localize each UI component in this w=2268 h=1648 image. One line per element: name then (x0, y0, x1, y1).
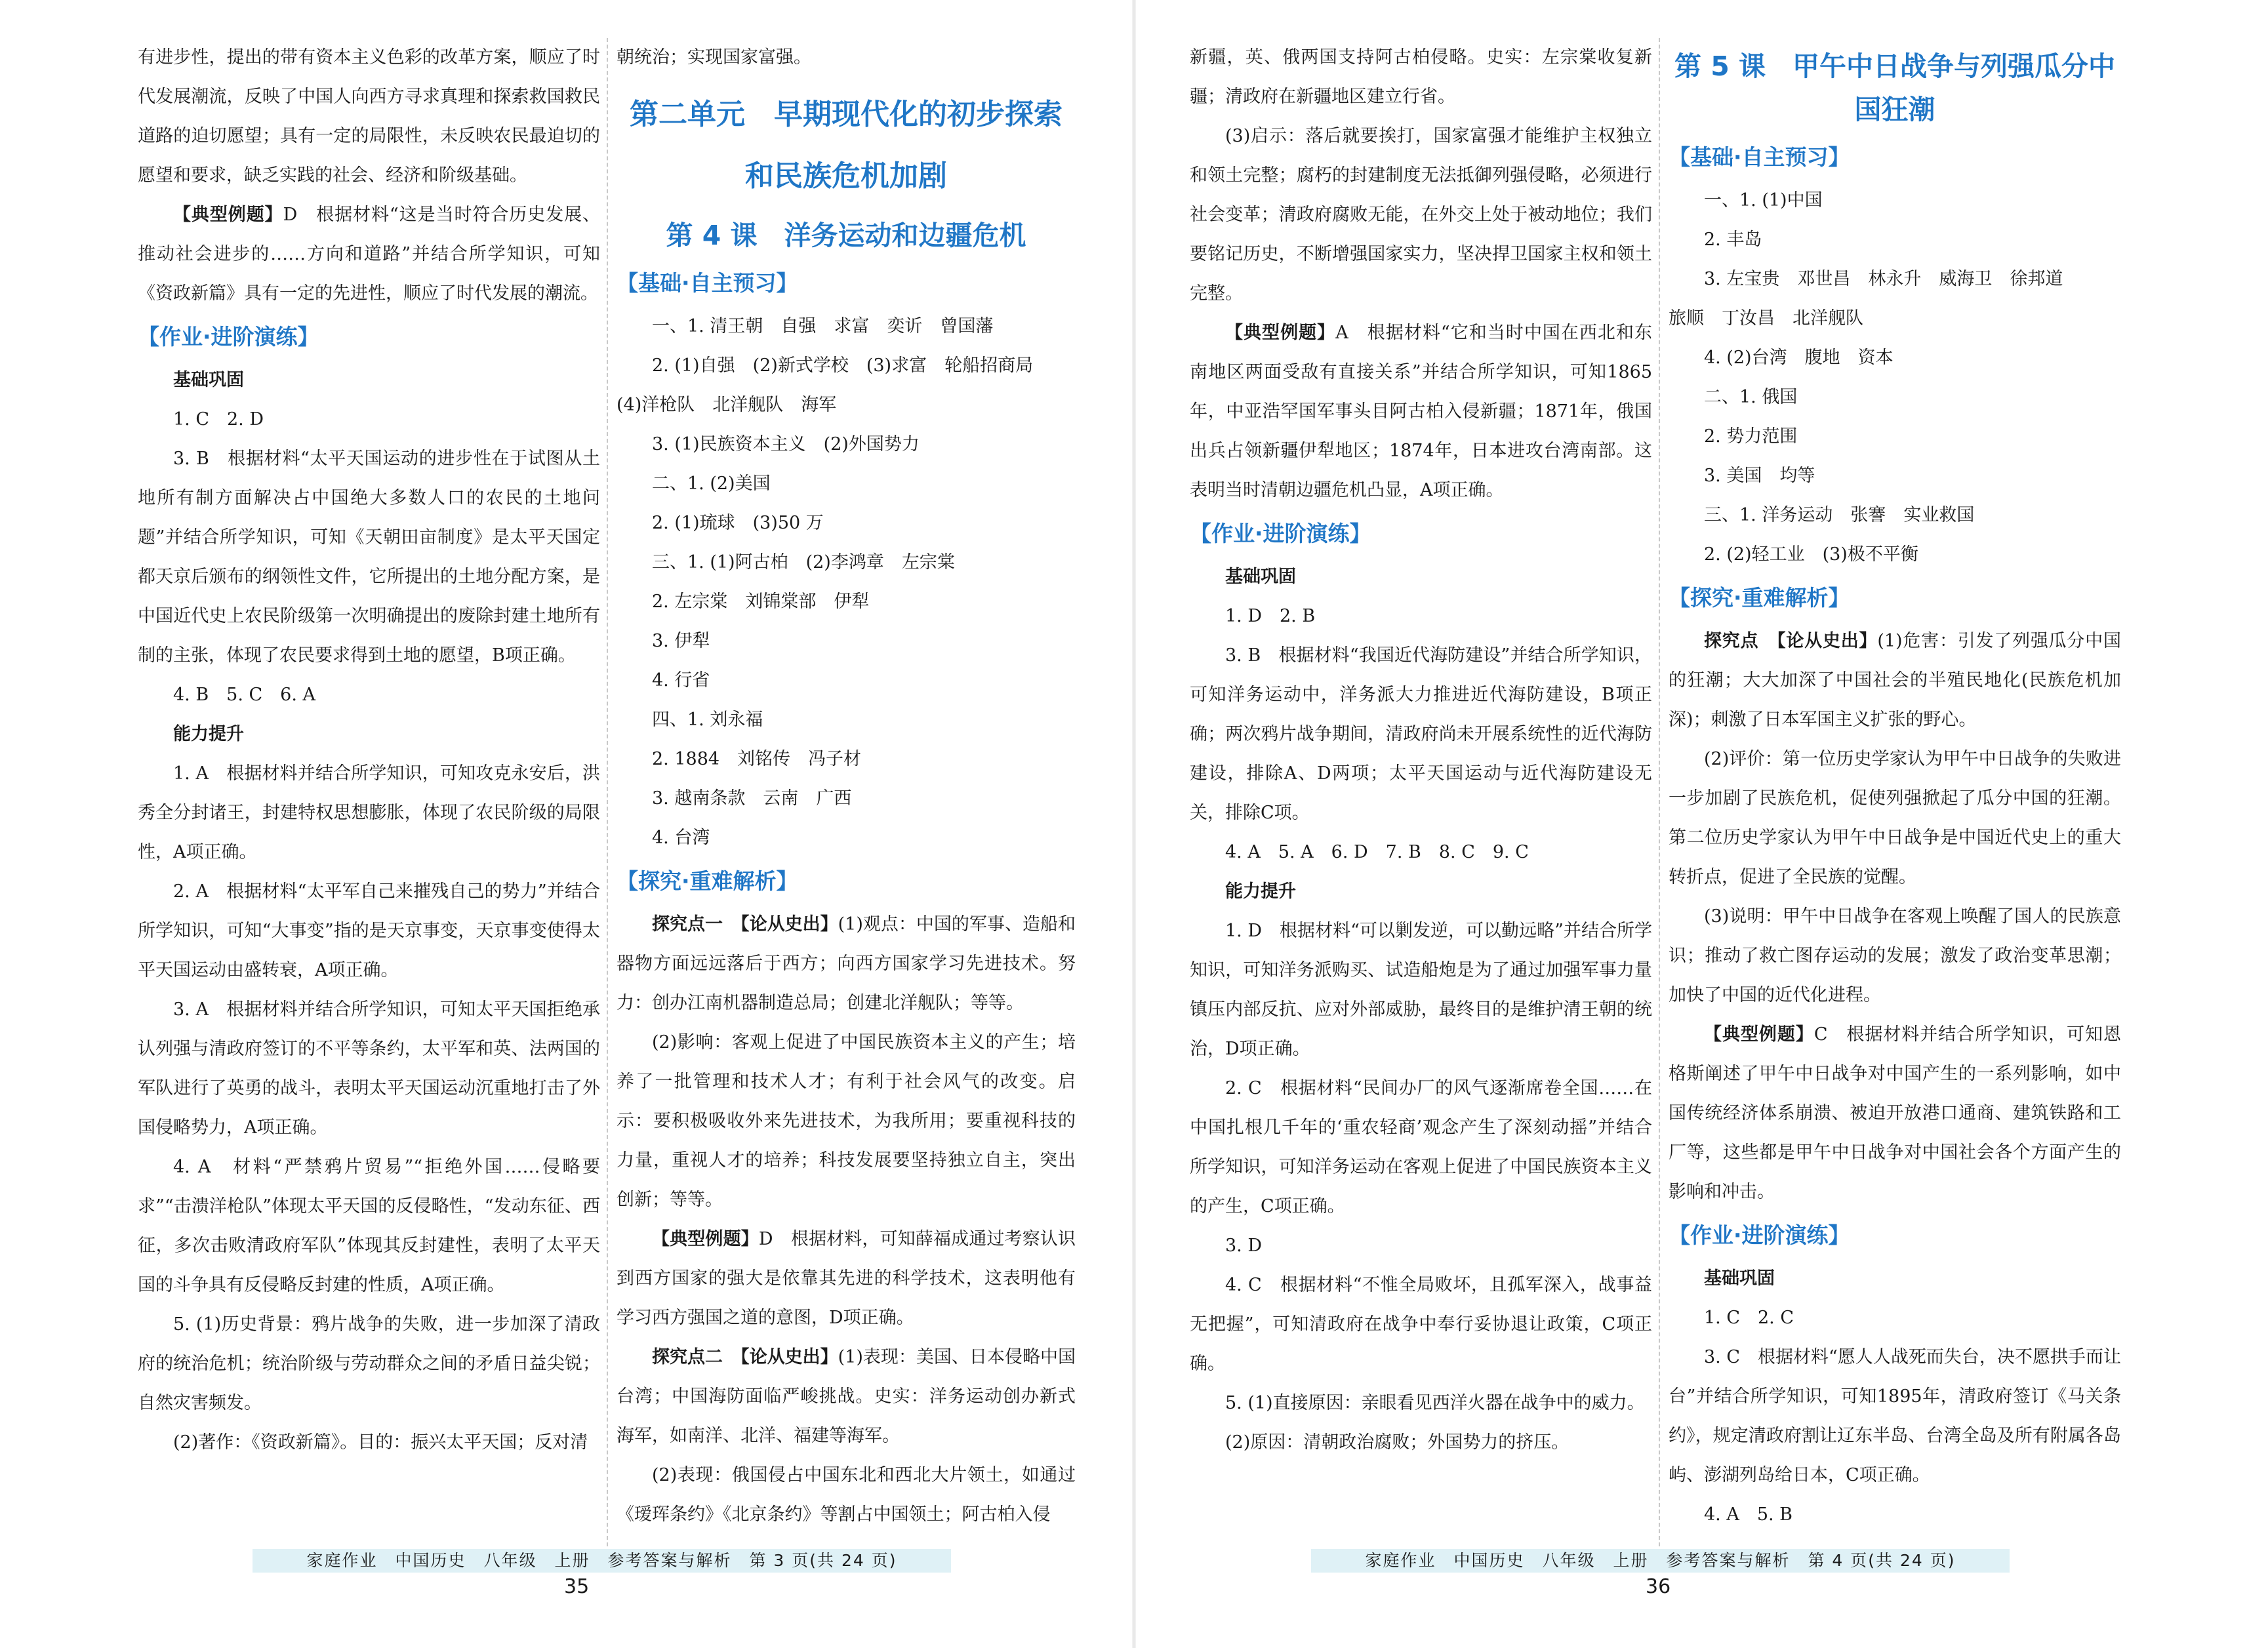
paragraph-lead: 探究点二 【论从史出】 (652, 1347, 838, 1367)
right-column-1 (1190, 38, 1652, 1462)
answer-paragraph: 4. B 5. C 6. A (173, 685, 316, 705)
answer-paragraph: (2)影响：客观上促进了中国民族资本主义的产生；培养了一批管理和技术人才；有利于社会风气的改变。启示：要积极吸收外来先进技术，为我所用；要重视科技的力量，重视人才的培养；科技发展要坚持独立自主，突出创新；等等。 (617, 1032, 1076, 1210)
paragraph-lead: 【典型例题】 (652, 1229, 759, 1249)
answer-paragraph: (2)原因：清朝政治腐败；外国势力的挤压。 (1225, 1432, 1569, 1453)
answer-paragraph: (3)启示：落后就要挨打，国家富强才能维护主权独立和领土完整；腐朽的封建制度无法抵御列强侵略，必须进行社会变革；清政府腐败无能，在外交上处于被动地位；我们要铭记历史，不断增强国家实力，坚决捍卫国家主权和领土完整。 (1190, 126, 1652, 304)
answer-paragraph: 2. C 根据材料“民间办厂的风气逐渐席卷全国……在中国扎根几千年的‘重农轻商’观念产生了深刻动摇”并结合所学知识，可知洋务运动在客观上促进了中国民族资本主义的产生，C项正确。 (1190, 1078, 1652, 1216)
answer-paragraph: 1. D 2. B (1225, 606, 1316, 626)
paragraph-text: (1)观点：中国的军事、造船和器物方面远远落后于西方；向西方国家学习先进技术。努力：创办江南机器制造总局；创建北洋舰队；等等。 (617, 914, 1076, 1013)
answer-paragraph: 5. (1)历史背景：鸦片战争的失败，进一步加深了清政府的统治危机；统治阶级与劳动群众之间的矛盾日益尖锐；自然灾害频发。 (138, 1314, 600, 1413)
answer-paragraph: 1. C 2. D (173, 409, 264, 430)
answer-paragraph: (2)表现：俄国侵占中国东北和西北大片领土，如通过《瑷珲条约》《北京条约》等割占中国领土；阿古柏入侵 (617, 1465, 1076, 1525)
preview-answer-item: 2. (2)轻工业 (3)极不平衡 (1704, 544, 1918, 565)
paragraph-lead: 【典型例题】 (173, 205, 283, 225)
answer-paragraph: 新疆，英、俄两国支持阿古柏侵略。史实：左宗棠收复新疆；清政府在新疆地区建立行省。 (1190, 47, 1652, 107)
answer-paragraph: 4. A 5. A 6. D 7. B 8. C 9. C (1225, 842, 1529, 862)
preview-answer-item: 2. 左宗棠 刘锦棠部 伊犁 (652, 592, 870, 612)
preview-answer-item: 3. 越南条款 云南 广西 (652, 788, 852, 809)
paragraph-text: A 根据材料“它和当时中国在西北和东南地区两面受敌有直接关系”并结合所学知识，可知1865年，中亚浩罕国军事头目阿古柏入侵新疆；1871年，俄国出兵占领新疆伊犁地区；1874年，日本进攻台湾南部。这表明当时清朝边疆危机凸显，A项正确。 (1190, 323, 1652, 500)
paragraph-text: (1)危害：引发了列强瓜分中国的狂潮；大大加深了中国社会的半殖民地化(民族危机加深)；刺激了日本军国主义扩张的野心。 (1669, 631, 2121, 730)
section-heading: 【基础·自主预习】 (1669, 144, 1850, 170)
answer-paragraph: (4)洋枪队 北洋舰队 海军 (617, 395, 837, 415)
subsection-label: 能力提升 (1225, 881, 1296, 902)
answer-paragraph: (2)评价：第一位历史学家认为甲午中日战争的失败进一步加剧了民族危机，促使列强掀起了瓜分中国的狂潮。第二位历史学家认为甲午中日战争是中国近代史上的重大转折点，促进了全民族的觉醒。 (1669, 749, 2121, 887)
answer-paragraph: (3)说明：甲午中日战争在客观上唤醒了国人的民族意识；推动了救亡图存运动的发展；激发了政治变革思潮；加快了中国的近代化进程。 (1669, 906, 2121, 1005)
answer-paragraph: 有进步性，提出的带有资本主义色彩的改革方案，顺应了时代发展潮流，反映了中国人向西方寻求真理和探索救国救民道路的迫切愿望；具有一定的局限性，未反映农民最迫切的愿望和要求，缺乏实践的社会、经济和阶级基础。 (138, 47, 600, 186)
preview-answer-item: 3. 伊犁 (652, 631, 710, 651)
answer-paragraph: 1. A 根据材料并结合所学知识，可知攻克永安后，洪秀全分封诸王，封建特权思想膨胀，体现了农民阶级的局限性，A项正确。 (138, 763, 600, 862)
answer-paragraph: 3. B 根据材料“我国近代海防建设”并结合所学知识，可知洋务运动中，洋务派大力推进近代海防建设，B项正确；两次鸦片战争期间，清政府尚未开展系统性的近代海防建设，排除A、D两项；太平天国运动与近代海防建设无关，排除C项。 (1190, 645, 1652, 823)
answer-paragraph: 4. A 材料“严禁鸦片贸易”“拒绝外国……侵略要求”“击溃洋枪队”体现太平天国的反侵略性，“发动东征、西征，多次击败清政府军队”体现其反封建性，表明了太平天国的斗争具有反侵略反封建的性质，A项正确。 (138, 1157, 600, 1295)
left-column-1 (138, 38, 600, 1462)
answer-paragraph: 3. C 根据材料“愿人人战死而失台，决不愿拱手而让台”并结合所学知识，可知1895年，清政府签订《马关条约》，规定清政府割让辽东半岛、台湾全岛及所有附属各岛屿、澎湖列岛给日本，C项正确。 (1669, 1347, 2121, 1485)
preview-answer-item: 四、1. 刘永福 (652, 710, 763, 730)
preview-answer-item: 4. (2)台湾 腹地 资本 (1704, 348, 1893, 368)
page-footer: 家庭作业 中国历史 八年级 上册 参考答案与解析 第 3 页(共 24 页) (253, 1549, 951, 1573)
lesson-title: 第 5 课 甲午中日战争与列强瓜分中国狂潮 (1674, 50, 2116, 125)
paragraph-lead: 探究点 【论从史出】 (1704, 631, 1878, 651)
page-number: 36 (1646, 1575, 1671, 1598)
answer-paragraph (617, 1338, 1076, 1456)
paragraph-lead: 【典型例题】 (1225, 323, 1336, 343)
answer-paragraph: 朝统治；实现国家富强。 (617, 47, 811, 68)
answer-paragraph: 4. C 根据材料“不惟全局败坏，且孤军深入，战事益无把握”，可知清政府在战争中奉行妥协退让政策，C项正确。 (1190, 1275, 1652, 1374)
preview-answer-item: 3. 美国 均等 (1704, 466, 1815, 486)
column-divider (607, 38, 608, 1546)
answer-paragraph: 2. A 根据材料“太平军自己来摧残自己的势力”并结合所学知识，可知“大事变”指的是天京事变，天京事变使得太平天国运动由盛转衰，A项正确。 (138, 881, 600, 980)
answer-paragraph: 1. C 2. C (1704, 1308, 1794, 1328)
preview-answer-item: 4. 行省 (652, 670, 710, 691)
section-heading: 【探究·重难解析】 (617, 868, 798, 894)
preview-answer-item: 3. 左宝贵 邓世昌 林永升 威海卫 徐邦道 (1704, 269, 2063, 289)
answer-paragraph: 3. B 根据材料“太平天国运动的进步性在于试图从土地所有制方面解决占中国绝大多数人口的农民的土地问题”并结合所学知识，可知《天朝田亩制度》是太平天国定都天京后颁布的纲领性文件，它所提出的土地分配方案，是中国近代史上农民阶级第一次明确提出的废除封建土地所有制的主张，体现了农民要求得到土地的愿望，B项正确。 (138, 449, 600, 666)
paragraph-lead: 【典型例题】 (1704, 1024, 1814, 1045)
paragraph-text: C 根据材料并结合所学知识，可知恩格斯阐述了甲午中日战争对中国产生的一系列影响，如中国传统经济体系崩溃、被迫开放港口通商、建筑铁路和工厂等，这些都是甲午中日战争对中国社会各个方面产生的影响和冲击。 (1669, 1024, 2121, 1202)
preview-answer-item: 2. 势力范围 (1704, 426, 1798, 447)
answer-paragraph: 1. D 根据材料“可以剿发逆，可以勤远略”并结合所学知识，可知洋务派购买、试造船炮是为了通过加强军事力量镇压内部反抗、应对外部威胁，最终目的是维护清王朝的统治，D项正确。 (1190, 921, 1652, 1059)
answer-paragraph (138, 195, 600, 313)
preview-answer-item: 一、1. (1)中国 (1704, 190, 1823, 211)
answer-paragraph: 旅顺 丁汝昌 北洋舰队 (1669, 308, 1863, 329)
lesson-title: 第 4 课 洋务运动和边疆危机 (666, 220, 1026, 251)
preview-answer-item: 二、1. 俄国 (1704, 387, 1798, 407)
left-column-2 (617, 38, 1076, 1535)
answer-paragraph: 5. (1)直接原因：亲眼看见西洋火器在战争中的威力。 (1225, 1393, 1645, 1413)
preview-answer-item: 一、1. 清王朝 自强 求富 奕䜣 曾国藩 (652, 316, 994, 336)
answer-paragraph (617, 1220, 1076, 1338)
subsection-label: 基础巩固 (1704, 1268, 1775, 1289)
section-heading: 【作业·进阶演练】 (138, 324, 319, 350)
page-footer: 家庭作业 中国历史 八年级 上册 参考答案与解析 第 4 页(共 24 页) (1311, 1549, 2010, 1573)
page-number: 35 (564, 1575, 590, 1598)
preview-answer-item: 4. 台湾 (652, 828, 710, 848)
right-column-2 (1669, 38, 2121, 1535)
answer-paragraph (617, 905, 1076, 1023)
unit-title: 第二单元 早期现代化的初步探索和民族危机加剧 (630, 98, 1063, 193)
paragraph-text: (1)表现：美国、日本侵略中国台湾；中国海防面临严峻挑战。史实：洋务运动创办新式海军，如南洋、北洋、福建等海军。 (617, 1347, 1076, 1446)
answer-paragraph: 3. D (1225, 1236, 1262, 1256)
section-heading: 【探究·重难解析】 (1669, 585, 1850, 611)
answer-paragraph: 3. A 根据材料并结合所学知识，可知太平天国拒绝承认列强与清政府签订的不平等条约，太平军和英、法两国的军队进行了英勇的战斗，表明太平天国运动沉重地打击了外国侵略势力，A项正确。 (138, 999, 600, 1138)
column-divider (1659, 38, 1660, 1546)
answer-paragraph: (2)著作：《资政新篇》。目的：振兴太平天国；反对清 (173, 1432, 588, 1453)
answer-paragraph (1669, 622, 2121, 740)
preview-answer-item: 2. (1)自强 (2)新式学校 (3)求富 轮船招商局 (652, 355, 1034, 376)
answer-paragraph: 4. A 5. B (1704, 1504, 1793, 1525)
subsection-label: 基础巩固 (173, 370, 244, 390)
answer-paragraph (1669, 1015, 2121, 1212)
subsection-label: 基础巩固 (1225, 567, 1296, 587)
section-heading: 【基础·自主预习】 (617, 270, 798, 296)
page-right (1134, 0, 2268, 1648)
preview-answer-item: 2. 丰岛 (1704, 230, 1762, 250)
preview-answer-item: 三、1. (1)阿古柏 (2)李鸿章 左宗棠 (652, 552, 955, 573)
subsection-label: 能力提升 (173, 724, 244, 744)
section-heading: 【作业·进阶演练】 (1669, 1222, 1850, 1248)
answer-paragraph (1190, 313, 1652, 510)
paragraph-lead: 探究点一 【论从史出】 (652, 914, 838, 935)
paragraph-text: D 根据材料，可知薛福成通过考察认识到西方国家的强大是依靠其先进的科学技术，这表明他有学习西方强国之道的意图，D项正确。 (617, 1229, 1076, 1328)
paragraph-text: D 根据材料“这是当时符合历史发展、推动社会进步的……方向和道路”并结合所学知识，可知《资政新篇》具有一定的先进性，顺应了时代发展的潮流。 (138, 205, 601, 304)
preview-answer-item: 2. (1)琉球 (3)50 万 (652, 513, 824, 533)
preview-answer-item: 二、1. (2)美国 (652, 473, 771, 494)
preview-answer-item: 3. (1)民族资本主义 (2)外国势力 (652, 434, 920, 454)
preview-answer-item: 三、1. 洋务运动 张謇 实业救国 (1704, 505, 1975, 525)
preview-answer-item: 2. 1884 刘铭传 冯子材 (652, 749, 862, 769)
section-heading: 【作业·进阶演练】 (1190, 521, 1371, 546)
